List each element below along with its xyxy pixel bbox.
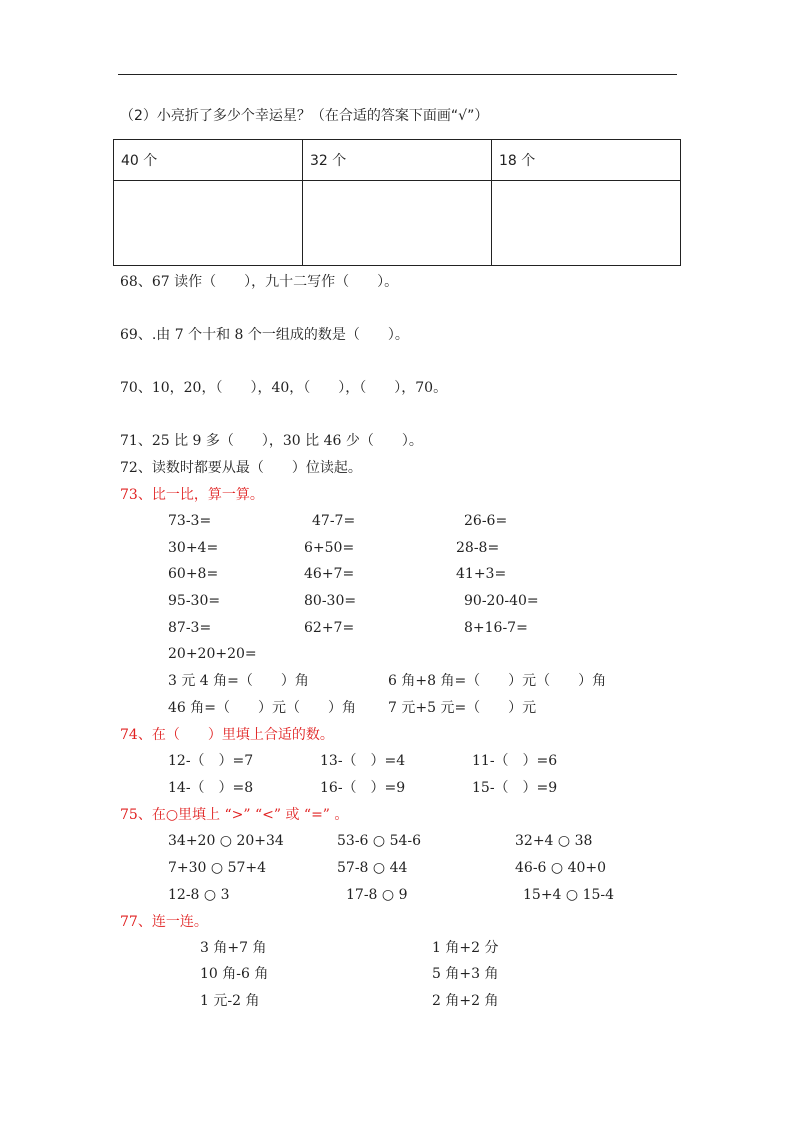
calc-item: 6+50= <box>304 540 355 556</box>
compare-item: 57-8 ○ 44 <box>337 860 408 876</box>
calc-item: 20+20+20= <box>168 646 257 662</box>
compare-item: 7+30 ○ 57+4 <box>168 860 267 876</box>
header-rule <box>118 74 677 75</box>
option-18: 18 个 <box>492 140 681 181</box>
fill-item: 15-（ ）=9 <box>472 780 558 796</box>
option-40: 40 个 <box>114 140 303 181</box>
calc-item: 87-3= <box>168 620 212 636</box>
compare-item: 12-8 ○ 3 <box>168 887 230 903</box>
question-77-title: 77、连一连。 <box>120 914 208 930</box>
calc-item: 80-30= <box>304 593 357 609</box>
question-68: 68、67 读作（ ），九十二写作（ ）。 <box>120 274 399 290</box>
compare-item: 15+4 ○ 15-4 <box>523 887 615 903</box>
question-74-title: 74、在（ ）里填上合适的数。 <box>120 727 334 743</box>
question-2: （2）小亮折了多少个幸运星？（在合适的答案下面画“√”） <box>120 108 489 124</box>
match-left-item[interactable]: 3 角+7 角 <box>200 940 267 956</box>
answer-cell-40[interactable] <box>114 181 303 266</box>
compare-item: 32+4 ○ 38 <box>515 833 593 849</box>
calc-item: 26-6= <box>464 513 508 529</box>
question-73-title: 73、比一比，算一算。 <box>120 487 264 503</box>
money-item: 6 角+8 角=（ ）元（ ）角 <box>388 673 607 689</box>
calc-item: 30+4= <box>168 540 219 556</box>
fill-item: 14-（ ）=8 <box>168 780 254 796</box>
fill-item: 12-（ ）=7 <box>168 753 254 769</box>
question-69: 69、.由 7 个十和 8 个一组成的数是（ ）。 <box>120 327 409 343</box>
compare-item: 34+20 ○ 20+34 <box>168 833 284 849</box>
fill-item: 11-（ ）=6 <box>472 753 558 769</box>
calc-item: 62+7= <box>304 620 355 636</box>
money-item: 46 角=（ ）元（ ）角 <box>168 700 356 716</box>
answer-cell-18[interactable] <box>492 181 681 266</box>
compare-item: 46-6 ○ 40+0 <box>515 860 607 876</box>
match-right-item[interactable]: 5 角+3 角 <box>432 966 499 982</box>
question-70: 70、10，20，（ ），40，（ ），（ ），70。 <box>120 380 448 396</box>
option-32: 32 个 <box>303 140 492 181</box>
question-72: 72、读数时都要从最（ ）位读起。 <box>120 460 362 476</box>
compare-item: 17-8 ○ 9 <box>346 887 408 903</box>
calc-item: 46+7= <box>304 566 355 582</box>
match-right-item[interactable]: 2 角+2 角 <box>432 993 499 1009</box>
question-75-title: 75、在○里填上 “>” “<” 或 “=” 。 <box>120 807 349 823</box>
match-left-item[interactable]: 1 元-2 角 <box>200 993 260 1009</box>
money-item: 7 元+5 元=（ ）元 <box>388 700 537 716</box>
match-left-item[interactable]: 10 角-6 角 <box>200 966 269 982</box>
calc-item: 47-7= <box>312 513 356 529</box>
compare-item: 53-6 ○ 54-6 <box>337 833 422 849</box>
calc-item: 90-20-40= <box>464 593 539 609</box>
fill-item: 13-（ ）=4 <box>320 753 406 769</box>
calc-item: 95-30= <box>168 593 221 609</box>
calc-item: 73-3= <box>168 513 212 529</box>
answer-cell-32[interactable] <box>303 181 492 266</box>
question-71: 71、25 比 9 多（ ），30 比 46 少（ ）。 <box>120 433 423 449</box>
calc-item: 8+16-7= <box>464 620 528 636</box>
calc-item: 41+3= <box>456 566 507 582</box>
calc-item: 60+8= <box>168 566 219 582</box>
answer-table <box>113 139 681 266</box>
match-right-item[interactable]: 1 角+2 分 <box>432 940 499 956</box>
calc-item: 28-8= <box>456 540 500 556</box>
money-item: 3 元 4 角=（ ）角 <box>168 673 309 689</box>
fill-item: 16-（ ）=9 <box>320 780 406 796</box>
